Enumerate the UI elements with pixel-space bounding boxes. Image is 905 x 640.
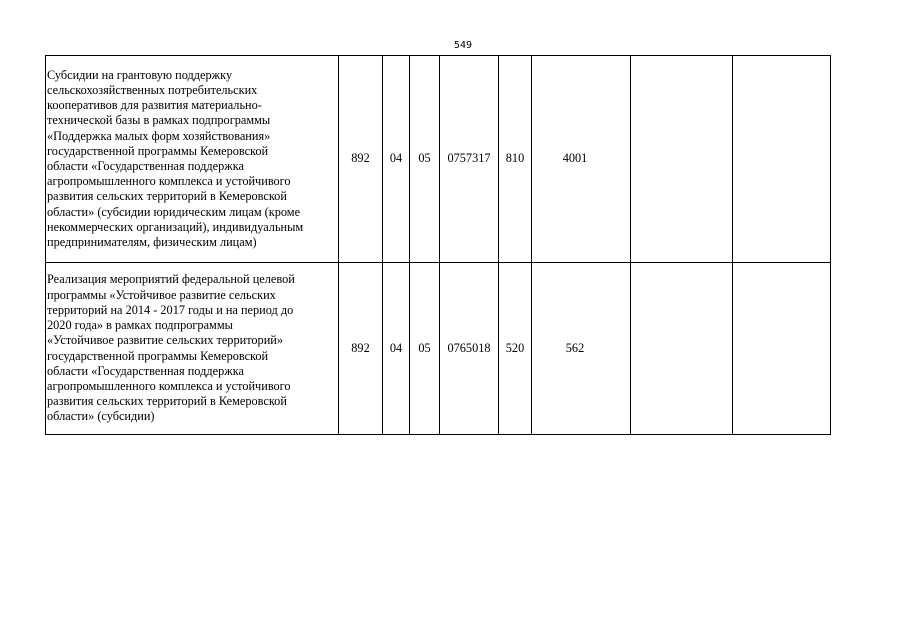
target-article-cell: 0765018: [440, 263, 499, 435]
empty-cell: [631, 56, 733, 263]
description-cell: [46, 263, 339, 435]
amount-cell: [532, 263, 631, 435]
empty-cell: [733, 56, 831, 263]
amount-value: 4001: [562, 151, 588, 166]
empty-cell: [733, 263, 831, 435]
section-code-cell: 04: [383, 263, 410, 435]
amount-value: 562: [565, 340, 585, 355]
table-row: [46, 56, 831, 263]
section-code-cell: 04: [383, 56, 410, 263]
ministry-code-cell: 892: [339, 263, 383, 435]
expense-type-cell: 520: [499, 263, 532, 435]
table-row: [46, 263, 831, 435]
empty-cell: [631, 263, 733, 435]
subsection-code-cell: 05: [410, 263, 440, 435]
description-text: Реализация мероприятий федеральной целевой программы «Устойчивое развитие сельских территорий на 2014 - 2017 годы и на период до 2020 года» в рамках подпрограммы «Устойчивое развитие сельских территорий» государственной программы Кемеровской области «Государственная поддержка агропромышленного комплекса и устойчивого развития сельских территорий в Кемеровской области» (субсидии): [47, 272, 295, 424]
description-text: Субсидии на грантовую поддержку сельскохозяйственных потребительских кооперативов для развития материально- технической базы в рамках подпрограммы «Поддержка малых форм хозяйствования» государственной программы Кемеровской области «Государственная поддержка агропромышленного комплекса и устойчивого развития сельских территорий в Кемеровской области» (субсидии юридическим лицам (кроме некоммерческих организаций), индивидуальным предпринимателям, физическим лицам): [47, 67, 304, 250]
ministry-code-cell: 892: [339, 56, 383, 263]
budget-table: [45, 55, 831, 435]
subsection-code-cell: 05: [410, 56, 440, 263]
page-number: 549: [453, 40, 473, 51]
amount-cell: [532, 56, 631, 263]
expense-type-cell: 810: [499, 56, 532, 263]
target-article-cell: 0757317: [440, 56, 499, 263]
description-cell: [46, 56, 339, 263]
